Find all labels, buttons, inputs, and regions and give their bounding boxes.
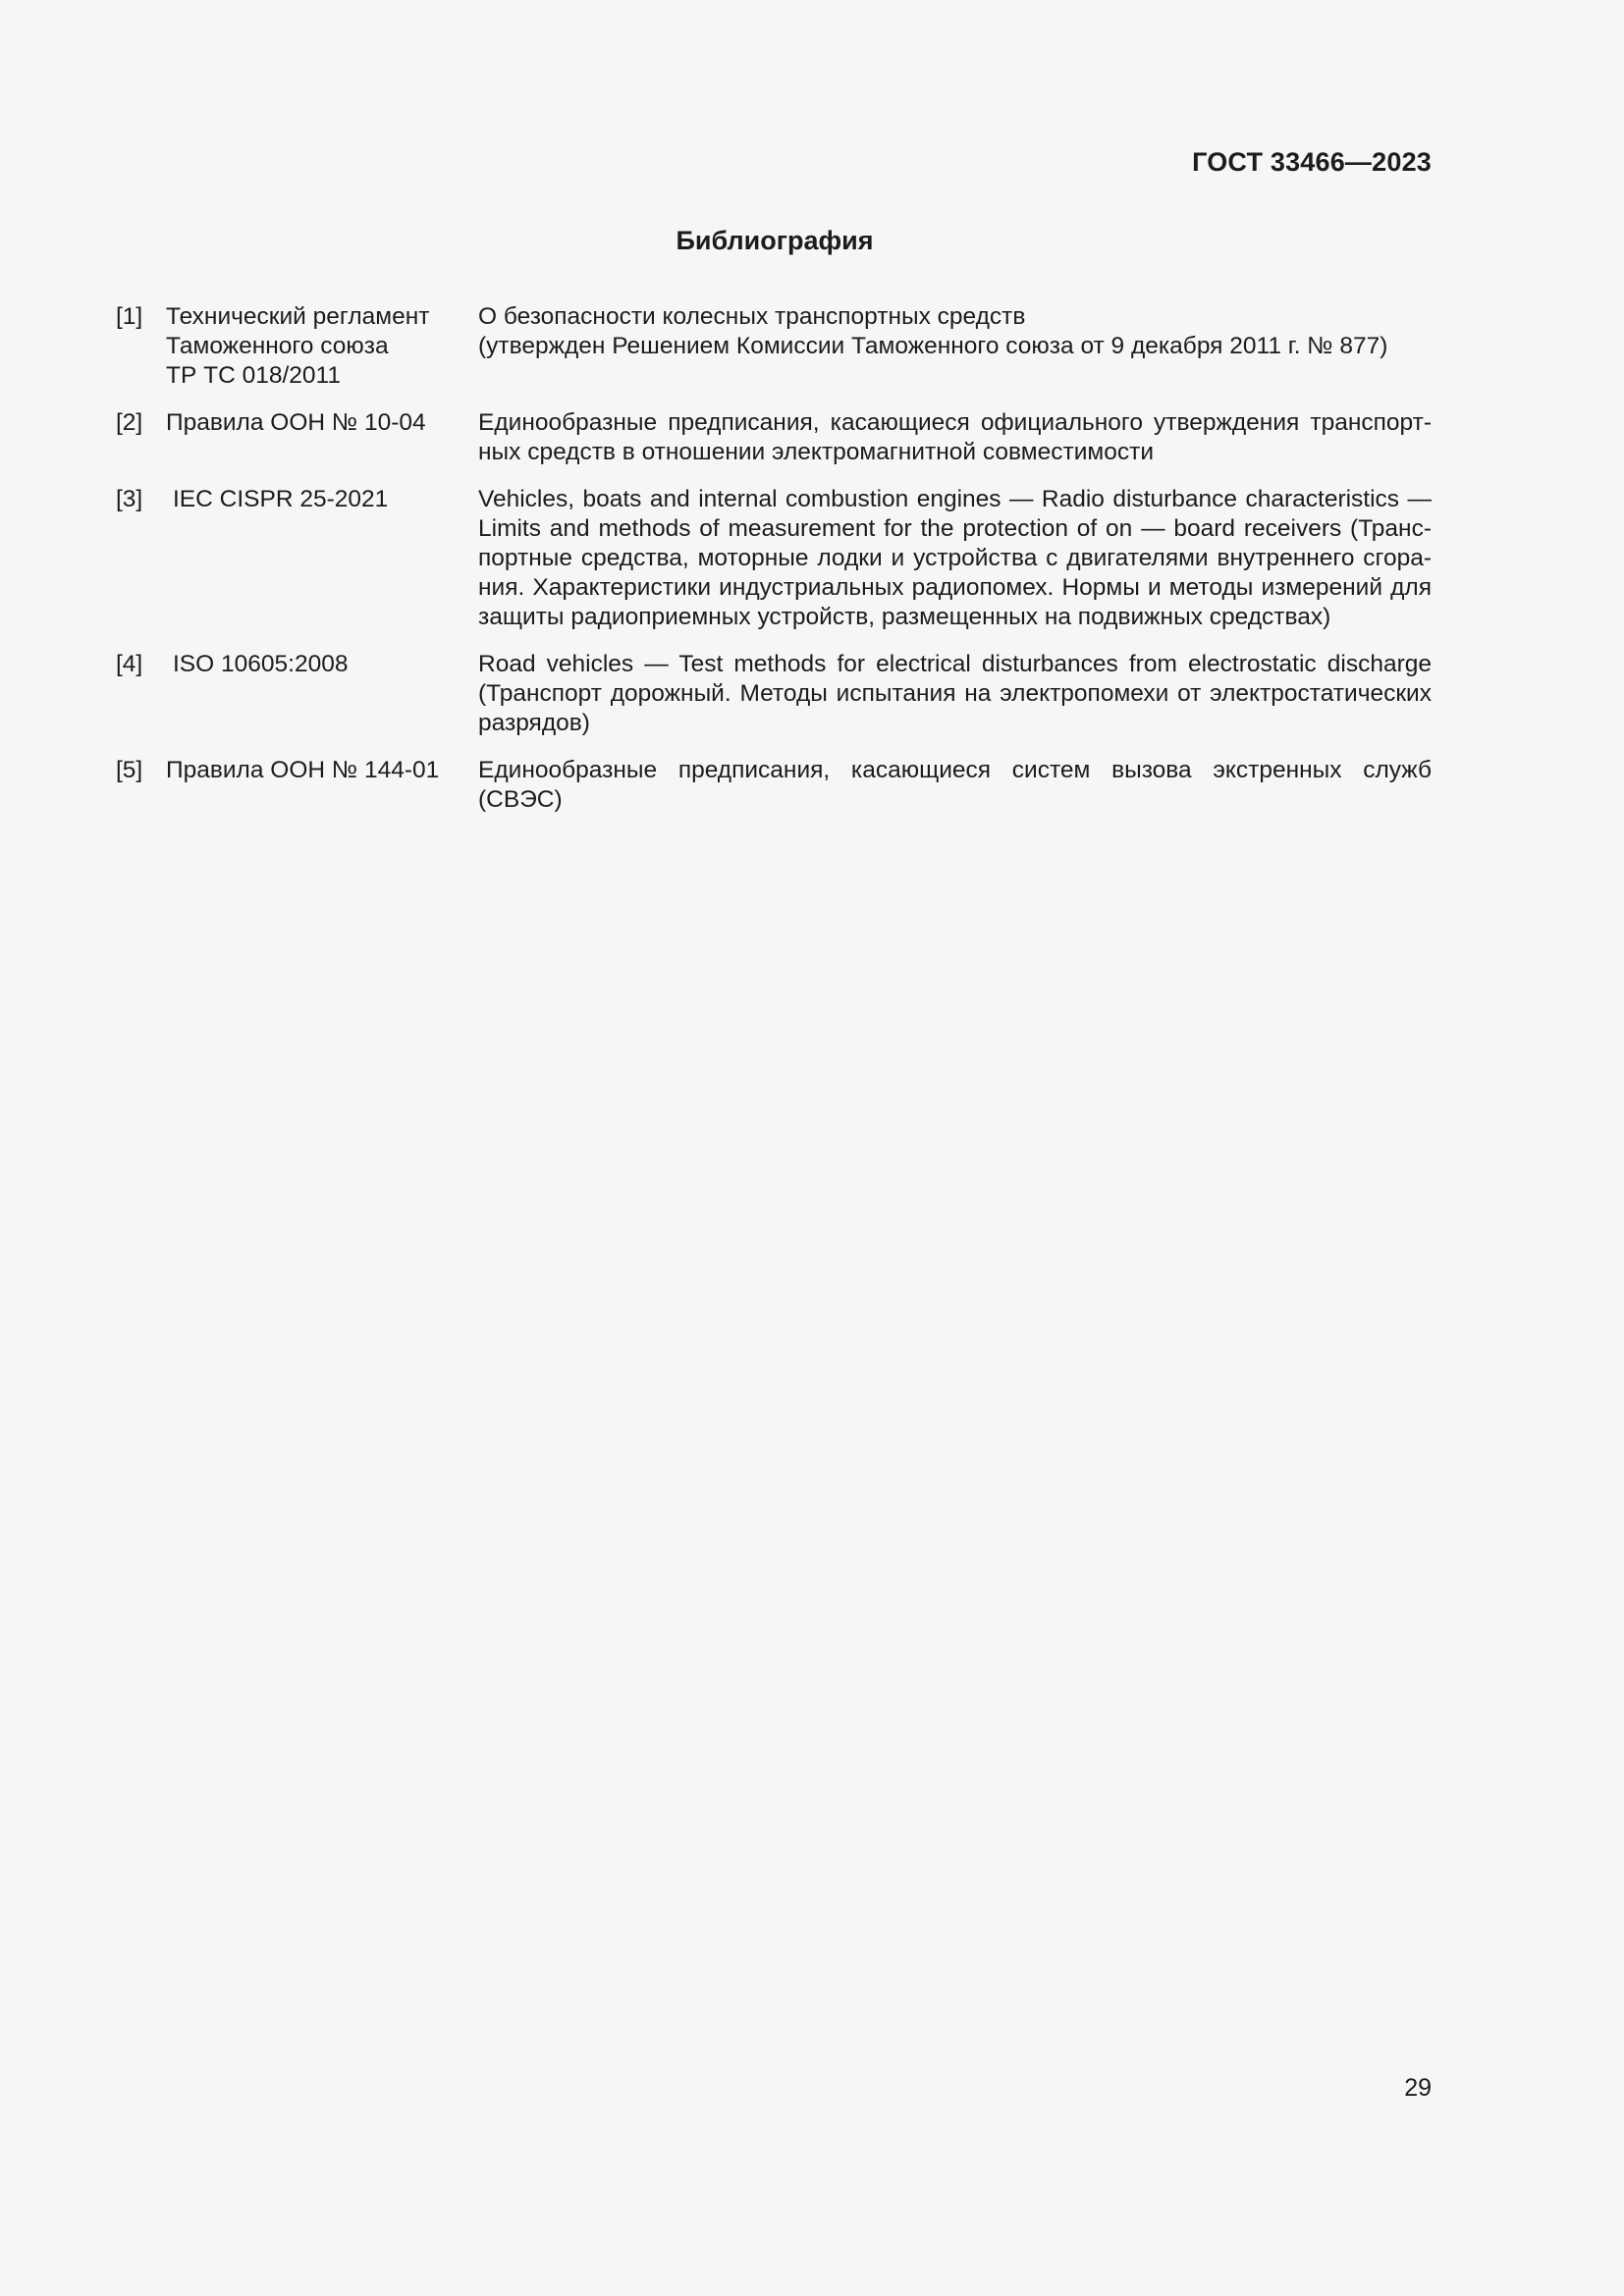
entry-number: [5] (116, 757, 143, 783)
entry-source: Правила ООН № 10-04 (166, 409, 426, 436)
entry-number: [1] (116, 303, 143, 330)
entry-description: Road vehicles — Test methods for electrical disturbances from electrostatic discharge (Транспорт дорожный. Методы испытания на электропомехи от электростатических разрядов) (478, 651, 1432, 736)
bibliography-entry (116, 756, 1432, 815)
entry-number: [2] (116, 409, 143, 436)
entry-number: [3] (116, 486, 143, 512)
bibliography-entry (116, 408, 1432, 467)
bibliography-entry (116, 302, 1432, 391)
page-number: 29 (1404, 2074, 1432, 2102)
entry-number: [4] (116, 651, 143, 677)
entry-description: Vehicles, boats and internal combustion engines — Radio disturbance characteristics — Limits and methods of measurement for the protection of on — board receivers (Транс-портные средства, моторные лодки и устройства с двигателями внутреннего сгора-ния. Характеристики индустриальных радиопомех. Нормы и методы измерений для защиты радиоприемных устройств, размещенных на подвижных средствах) (478, 486, 1432, 630)
document-code: ГОСТ 33466—2023 (1192, 147, 1432, 177)
bibliography-list (116, 302, 1432, 832)
entry-source: Технический регламент Таможенного союза ТР ТС 018/2011 (166, 303, 430, 389)
entry-source: ISO 10605:2008 (173, 651, 349, 677)
bibliography-entry (116, 650, 1432, 738)
section-title: Библиография (676, 226, 874, 255)
bibliography-entry (116, 485, 1432, 632)
entry-source: Правила ООН № 144-01 (166, 757, 440, 783)
entry-description: О безопасности колесных транспортных средств (утвержден Решением Комиссии Таможенного союза от 9 декабря 2011 г. № 877) (478, 303, 1388, 359)
entry-description: Единообразные предписания, касающиеся систем вызова экстренных служб (СВЭС) (478, 757, 1432, 813)
entry-description: Единообразные предписания, касающиеся официального утверждения транспорт-ных средств в отношении электромагнитной совместимости (478, 409, 1432, 465)
entry-source: IEC CISPR 25-2021 (173, 486, 389, 512)
